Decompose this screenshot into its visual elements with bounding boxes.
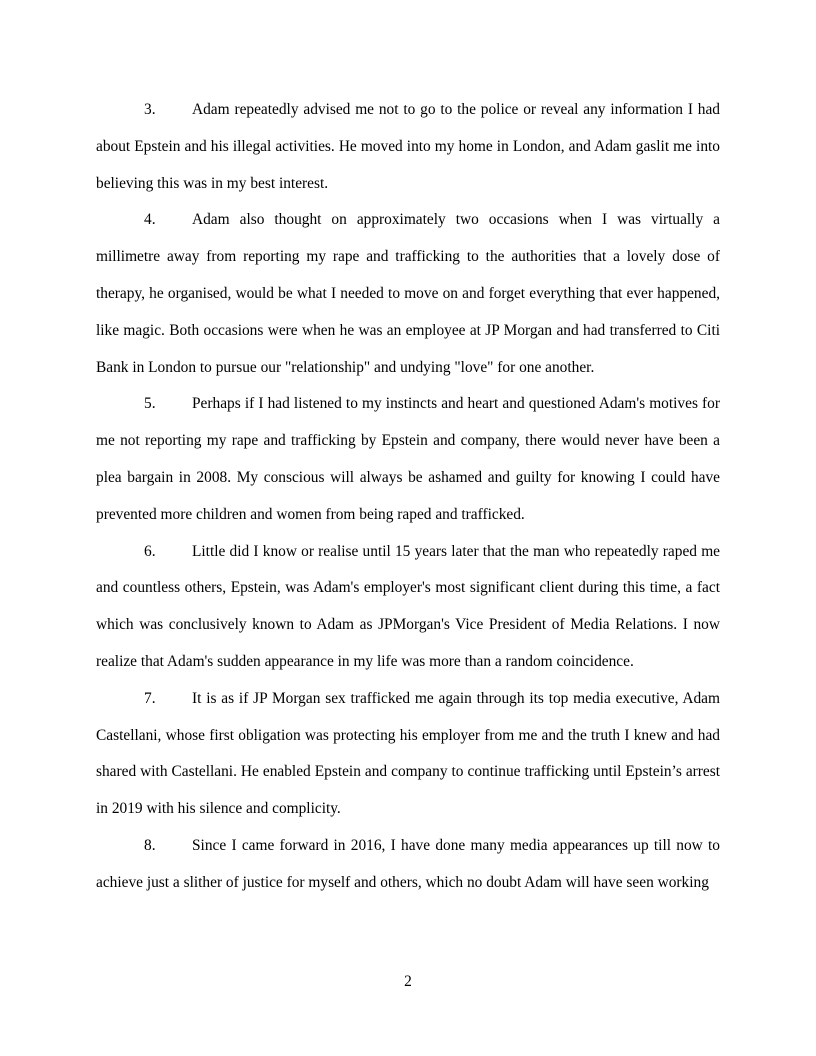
paragraph-number: 8.	[144, 836, 156, 854]
paragraph-number: 4.	[144, 211, 156, 229]
page-number: 2	[404, 973, 412, 990]
document-body	[96, 92, 720, 902]
paragraph-4	[96, 202, 720, 386]
paragraph-5	[96, 386, 720, 533]
paragraph-text: Since I came forward in 2016, I have done many media appearances up till now to achieve just a slither of justice for myself and others, which no doubt Adam will have seen working	[96, 836, 720, 891]
paragraph-number: 5.	[144, 395, 156, 413]
paragraph-text: Little did I know or realise until 15 years later that the man who repeatedly raped me and countless others, Epstein, was Adam's employer's most significant client during this time, a fact which was conclusively known to Adam as JPMorgan's Vice President of Media Relations. I now realize that Adam's sudden appearance in my life was more than a random coincidence.	[96, 542, 720, 670]
paragraph-3	[96, 92, 720, 202]
paragraph-text: Adam repeatedly advised me not to go to the police or reveal any information I had about Epstein and his illegal activities. He moved into my home in London, and Adam gaslit me into believing this was in my best interest.	[96, 101, 720, 192]
paragraph-text: Adam also thought on approximately two occasions when I was virtually a millimetre away from reporting my rape and trafficking to the authorities that a lovely dose of therapy, he organised, would be what I needed to move on and forget everything that ever happened, like magic. Both occasions were when he was an employee at JP Morgan and had transferred to Citi Bank in London to pursue our "relationship" and undying "love" for one another.	[96, 211, 720, 376]
paragraph-text: It is as if JP Morgan sex trafficked me again through its top media executive, Adam Castellani, whose first obligation was protecting his employer from me and the truth I knew and had shared with Castellani. He enabled Epstein and company to continue trafficking until Epstein’s arrest in 2019 with his silence and complicity.	[96, 689, 720, 818]
paragraph-number: 7.	[144, 689, 156, 707]
paragraph-6	[96, 534, 720, 681]
paragraph-8	[96, 828, 720, 902]
paragraph-number: 3.	[144, 101, 156, 118]
paragraph-text: Perhaps if I had listened to my instincts and heart and questioned Adam's motives for me not reporting my rape and trafficking by Epstein and company, there would never have been a plea bargain in 2008. My conscious will always be ashamed and guilty for knowing I could have prevented more children and women from being raped and trafficked.	[96, 395, 720, 523]
paragraph-7	[96, 681, 720, 828]
paragraph-number: 6.	[144, 542, 156, 560]
